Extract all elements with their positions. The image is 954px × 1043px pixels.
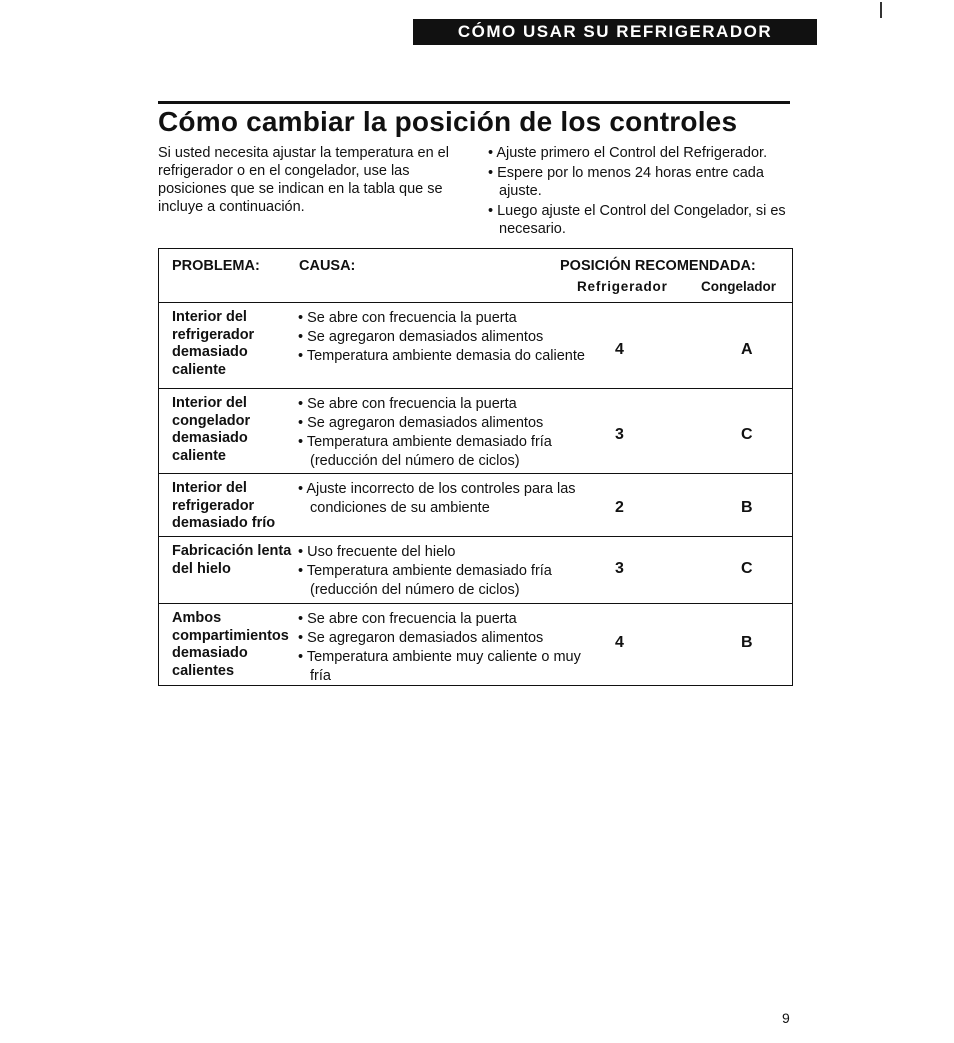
row-problem: Interior del congelador demasiado caliente <box>172 395 251 464</box>
refrigerator-setting: 3 <box>615 560 624 577</box>
cause-item: • Temperatura ambiente demasiado fría (reducción del número de ciclos) <box>298 562 588 600</box>
cause-item: • Se abre con frecuencia la puerta <box>298 610 588 629</box>
cause-item: • Se agregaron demasiados alimentos <box>298 629 588 648</box>
table-header <box>159 249 792 303</box>
section-banner: CÓMO USAR SU REFRIGERADOR <box>413 19 817 45</box>
step-item: • Espere por lo menos 24 horas entre cada ajuste. <box>488 164 798 200</box>
table-row <box>159 389 792 474</box>
step-item: • Ajuste primero el Control del Refrigerador. <box>488 144 798 162</box>
freezer-setting: B <box>741 634 753 651</box>
cause-item: • Temperatura ambiente demasia do caliente <box>298 347 588 366</box>
cause-item: • Se agregaron demasiados alimentos <box>298 328 588 347</box>
controls-table <box>158 248 793 686</box>
row-causes <box>298 480 588 518</box>
row-problem: Interior del refrigerador demasiado caliente <box>172 309 255 378</box>
refrigerator-setting: 3 <box>615 426 624 443</box>
cause-item: • Se abre con frecuencia la puerta <box>298 309 588 328</box>
freezer-setting: A <box>741 341 753 358</box>
table-row <box>159 537 792 604</box>
row-causes <box>298 543 588 600</box>
cause-item: • Ajuste incorrecto de los controles para las condiciones de su ambiente <box>298 480 588 518</box>
steps-list <box>488 144 798 240</box>
cause-item: • Temperatura ambiente muy caliente o muy fría <box>298 648 588 686</box>
table-row <box>159 604 792 685</box>
row-problem: Fabricación lenta del hielo <box>172 543 292 577</box>
cause-item: • Temperatura ambiente demasiado fría (reducción del número de ciclos) <box>298 433 588 471</box>
row-problem: Interior del refrigerador demasiado frío <box>172 480 276 531</box>
refrigerator-setting: 4 <box>615 634 624 651</box>
title-rule <box>158 101 790 104</box>
cause-item: • Se agregaron demasiados alimentos <box>298 414 588 433</box>
row-causes <box>298 395 588 471</box>
table-row <box>159 303 792 389</box>
header-position: POSICIÓN RECOMENDADA: <box>560 258 756 274</box>
cause-item: • Se abre con frecuencia la puerta <box>298 395 588 414</box>
step-item: • Luego ajuste el Control del Congelador, si es necesario. <box>488 202 798 238</box>
header-freezer: Congelador <box>701 279 777 294</box>
freezer-setting: B <box>741 499 753 516</box>
page-title: Cómo cambiar la posición de los controles <box>158 106 738 137</box>
freezer-setting: C <box>741 426 753 443</box>
page-number: 9 <box>782 1010 790 1026</box>
header-problem: PROBLEMA: <box>172 258 260 274</box>
refrigerator-setting: 4 <box>615 341 624 358</box>
row-causes <box>298 309 588 366</box>
row-causes <box>298 610 588 686</box>
intro-paragraph: Si usted necesita ajustar la temperatura en el refrigerador o en el congelador, use las posiciones que se indican en la tabla que se incluye a continuación. <box>158 145 449 215</box>
row-problem: Ambos compartimientos demasiado calientes <box>172 610 289 679</box>
cause-item: • Uso frecuente del hielo <box>298 543 588 562</box>
header-cause: CAUSA: <box>299 258 356 274</box>
refrigerator-setting: 2 <box>615 499 624 516</box>
header-refrigerator: Refrigerador <box>577 279 668 294</box>
edge-mark <box>880 2 882 18</box>
freezer-setting: C <box>741 560 753 577</box>
table-row <box>159 474 792 537</box>
